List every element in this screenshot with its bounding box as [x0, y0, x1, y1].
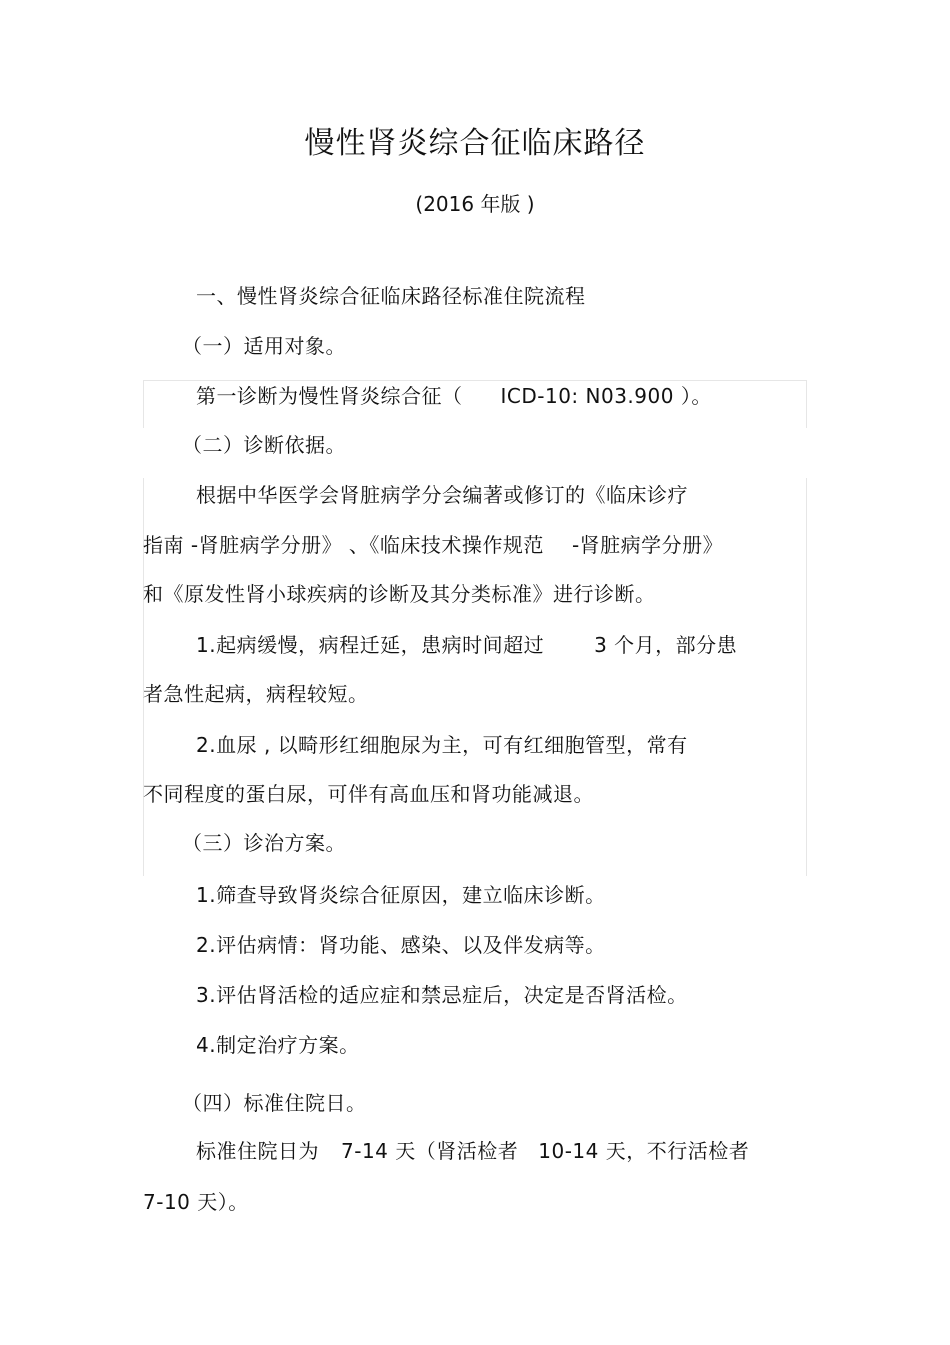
list-item-line — [196, 631, 737, 659]
text-segment: 1.起病缓慢，病程迁延，患病时间超过 — [196, 633, 545, 657]
list-item-line: 者急性起病，病程较短。 — [143, 682, 369, 706]
text-segment: 标准住院日为 — [196, 1139, 319, 1163]
text-segment: 10-14 天，不行活检者 — [538, 1139, 750, 1163]
text-segment: 7-14 天（肾活检者 — [341, 1139, 519, 1163]
text-segment: 指南 -肾脏病学分册》 、《临床技术操作规范 — [143, 533, 544, 557]
subsection-heading-2: （二）诊断依据。 — [182, 433, 346, 457]
paragraph-line — [143, 531, 723, 559]
list-item-line: 2.血尿 , 以畸形红细胞尿为主，可有红细胞管型，常有 — [196, 733, 688, 757]
list-item: 4.制定治疗方案。 — [196, 1033, 360, 1057]
frame-left-line — [143, 380, 144, 428]
subsection-heading-3: （三）诊治方案。 — [182, 831, 346, 855]
subsection-heading-4: （四）标准住院日。 — [182, 1091, 367, 1115]
section-heading: 一、慢性肾炎综合征临床路径标准住院流程 — [196, 284, 586, 308]
text-segment: 3 个月，部分患 — [594, 633, 738, 657]
paragraph-line: 根据中华医学会肾脏病学分会编著或修订的《临床诊疗 — [196, 483, 688, 507]
text-segment: -肾脏病学分册》 — [571, 533, 724, 557]
frame-right-line-2 — [806, 478, 807, 876]
frame-right-line — [806, 380, 807, 428]
list-item-line: 不同程度的蛋白尿，可伴有高血压和肾功能减退。 — [143, 782, 594, 806]
paragraph-line — [196, 1137, 749, 1165]
document-title: 慢性肾炎综合征临床路径 — [304, 126, 646, 161]
text-segment: 第一诊断为慢性肾炎综合征（ — [196, 384, 463, 408]
frame-top-line — [143, 380, 807, 381]
paragraph-line: 和《原发性肾小球疾病的诊断及其分类标准》进行诊断。 — [143, 582, 656, 606]
paragraph-line: 7-10 天）。 — [143, 1190, 249, 1214]
subsection-heading-1: （一）适用对象。 — [182, 334, 346, 358]
text-segment: ICD-10: N03.900 ）。 — [500, 384, 712, 408]
paragraph-line — [196, 382, 712, 410]
list-item: 3.评估肾活检的适应症和禁忌症后，决定是否肾活检。 — [196, 983, 688, 1007]
list-item: 1.筛查导致肾炎综合征原因，建立临床诊断。 — [196, 883, 606, 907]
list-item: 2.评估病情：肾功能、感染、以及伴发病等。 — [196, 933, 606, 957]
document-subtitle: (2016 年版 ) — [415, 192, 535, 216]
